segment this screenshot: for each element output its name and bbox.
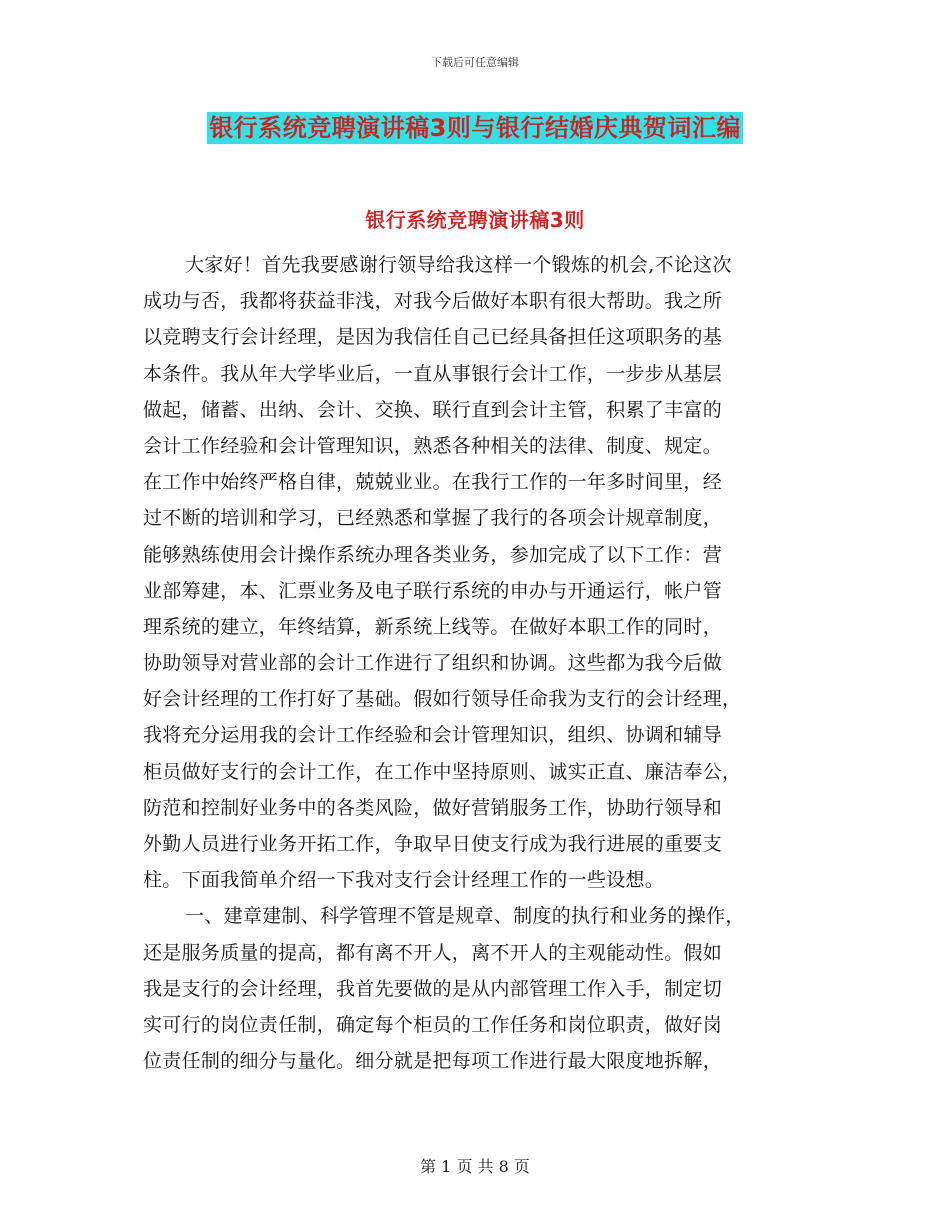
paragraph-line: 我是支行的会计经理，我首先要做的是从内部管理工作入手，制定切 [143,977,723,1000]
paragraph-line: 能够熟练使用会计操作系统办理各类业务，参加完成了以下工作：营 [143,543,723,566]
paragraph-line: 理系统的建立，年终结算，新系统上线等。在做好本职工作的同时， [143,615,723,638]
paragraph-line: 成功与否，我都将获益非浅，对我今后做好本职有很大帮助。我之所 [143,290,723,313]
paragraph-line: 协助领导对营业部的会计工作进行了组织和协调。这些都为我今后做 [143,652,723,675]
paragraph-line: 我将充分运用我的会计工作经验和会计管理知识，组织、协调和辅导 [143,724,723,747]
paragraph-line: 大家好！首先我要感谢行领导给我这样一个锻炼的机会,不论这次 [185,254,732,276]
paragraph-line: 防范和控制好业务中的各类风险，做好营销服务工作，协助行领导和 [143,796,723,819]
paragraph-line: 本条件。我从年大学毕业后，一直从事银行会计工作，一步步从基层 [143,362,723,385]
paragraph-line: 好会计经理的工作打好了基础。假如行领导任命我为支行的会计经理， [143,688,742,711]
document-title-container [0,112,950,144]
paragraph-line: 实可行的岗位责任制，确定每个柜员的工作任务和岗位职责，做好岗 [143,1013,723,1036]
paragraph-line: 在工作中始终严格自律，兢兢业业。在我行工作的一年多时间里，经 [143,471,723,494]
paragraph-line: 柱。下面我简单介绍一下我对支行会计经理工作的一些设想。 [143,869,665,892]
section-title: 银行系统竞聘演讲稿3则 [365,208,585,232]
paragraph-line: 做起，储蓄、出纳、会计、交换、联行直到会计主管，积累了丰富的 [143,398,723,421]
body-text [143,247,808,1079]
page-footer: 第 1 页 共 8 页 [420,1157,530,1176]
paragraph-line: 过不断的培训和学习，已经熟悉和掌握了我行的各项会计规章制度， [143,507,723,530]
paragraph-line: 会计工作经验和会计管理知识，熟悉各种相关的法律、制度、规定。 [143,434,723,457]
document-title: 银行系统竞聘演讲稿3则与银行结婚庆典贺词汇编 [209,114,741,142]
paragraph-line: 外勤人员进行业务开拓工作，争取早日使支行成为我行进展的重要支 [143,833,723,855]
header-note: 下载后可任意编辑 [431,56,519,69]
paragraph-line: 业部筹建，本、汇票业务及电子联行系统的申办与开通运行，帐户管 [143,579,723,602]
paragraph-line: 以竞聘支行会计经理，是因为我信任自己已经具备担任这项职务的基 [143,326,723,349]
paragraph-line: 一、建章建制、科学管理不管是规章、制度的执行和业务的操作， [185,905,745,928]
paragraph-line: 柜员做好支行的会计工作，在工作中坚持原则、诚实正直、廉洁奉公， [143,760,742,783]
paragraph-line: 位责任制的细分与量化。细分就是把每项工作进行最大限度地拆解， [143,1050,723,1073]
paragraph-line: 还是服务质量的提高，都有离不开人，离不开人的主观能动性。假如 [143,941,723,964]
